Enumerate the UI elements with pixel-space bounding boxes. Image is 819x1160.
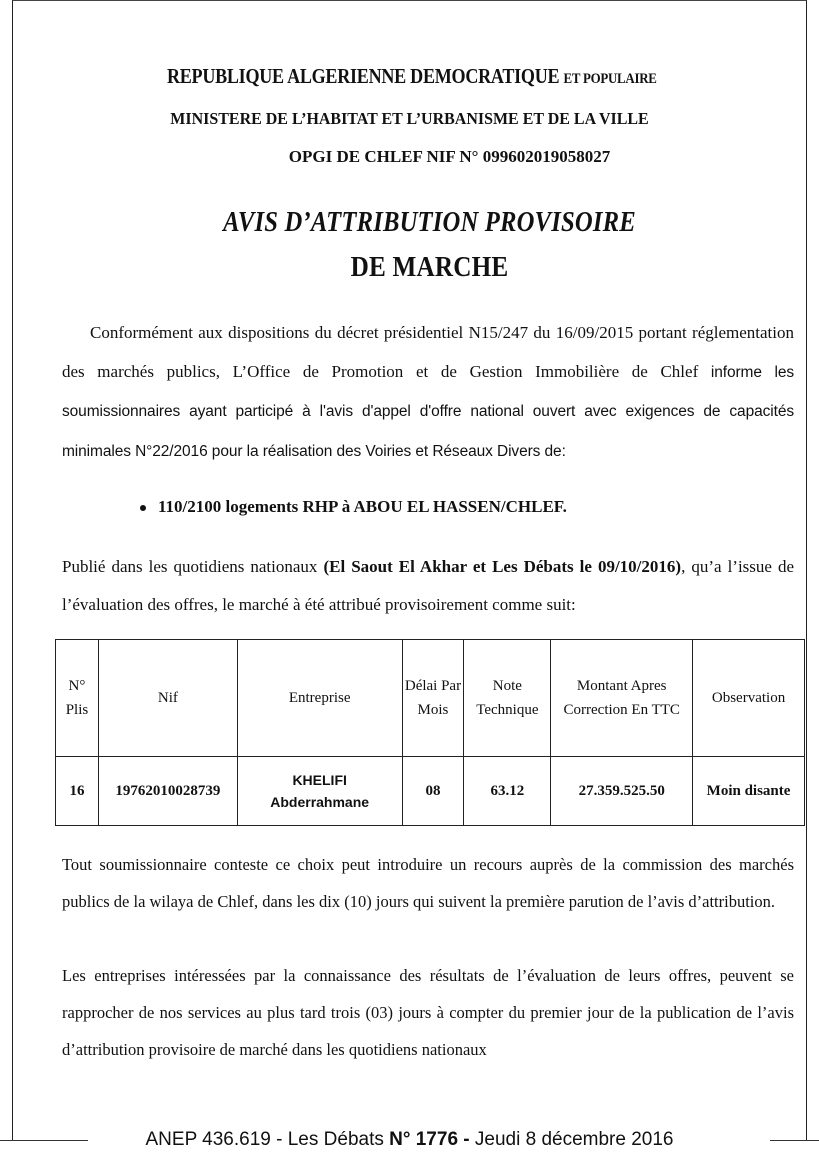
cell-num: 16 [56,757,99,826]
publication-prefix: Publié dans les quotidiens nationaux [62,557,324,576]
col-header-observation: Observation [693,640,805,757]
footer-ref: ANEP 436.619 - Les Débats [145,1129,390,1150]
cell-nif: 19762010028739 [98,757,237,826]
notice-title-line1: AVIS D’ATTRIBUTION PROVISOIRE [223,207,636,238]
project-bullet [140,497,567,517]
cell-montant: 27.359.525.50 [551,757,693,826]
table-header-row [56,640,805,757]
bullet-dot-icon [140,505,146,511]
republic-heading-tail: ET POPULAIRE [563,71,657,87]
publication-suffix: , qu’a l’issue de l’évaluation des offres, le marché à été attribué provisoirement comme suit: [62,557,795,614]
cell-entreprise [237,757,402,826]
col-header-entreprise: Entreprise [237,640,402,757]
publication-papers: (El Saout El Akhar et Les Débats le 09/10/2016) [323,557,682,576]
notice-title-line2: DE MARCHE [350,252,509,283]
intro-paragraph [62,314,794,471]
cell-entreprise-line2: Abderrahmane [270,794,370,810]
office-heading: OPGI DE CHLEF NIF N° 099602019058027 [288,147,611,166]
intro-part2: informe les soumissionnaires ayant participé à l'avis d'appel d'offre national ouvert avec exigences de capacités minimales N°22/2016 pour la réalisation des Voiries et Réseaux Divers de: [62,363,794,460]
results-table [55,639,805,826]
cell-note: 63.12 [464,757,551,826]
col-header-note: Note Technique [464,640,551,757]
recourse-paragraph: Tout soumissionnaire conteste ce choix peut introduire un recours auprès de la commission des marchés publics de la wilaya de Chlef, dans les dix (10) jours qui suivent la première parution de l’avis d’attribution. [62,855,794,911]
footer-credit [0,1129,819,1151]
col-header-montant: Montant Apres Correction En TTC [551,640,693,757]
col-header-delai: Délai Par Mois [402,640,464,757]
ministry-heading: MINISTERE DE L’HABITAT ET L’URBANISME ET DE LA VILLE [170,109,649,128]
col-header-num: N° Plis [56,640,99,757]
intro-part1: Conformément aux dispositions du décret présidentiel N15/247 du 16/09/2015 portant réglementation des marchés publics, L’Office de Promotion et de Gestion Immobilière de Chlef [62,323,794,381]
footer-date: Jeudi 8 décembre 2016 [469,1129,674,1150]
footer-issue: N° 1776 - [389,1129,470,1150]
cell-entreprise-line1: KHELIFI [292,772,347,788]
republic-heading [60,64,764,89]
publication-paragraph [62,548,794,624]
table-row [56,757,805,826]
cell-delai: 08 [402,757,464,826]
invitation-paragraph: Les entreprises intéressées par la connaissance des résultats de l’évaluation de leurs offres, peuvent se rapprocher de nos services au plus tard trois (03) jours à compter du premier jour de la publication de l’avis d’attribution provisoire de marché dans les quotidiens nationaux [62,966,794,1059]
republic-heading-main: REPUBLIQUE ALGERIENNE DEMOCRATIQUE [166,64,560,88]
col-header-nif: Nif [98,640,237,757]
project-bullet-text: 110/2100 logements RHP à ABOU EL HASSEN/CHLEF. [158,497,567,516]
cell-observation: Moin disante [693,757,805,826]
